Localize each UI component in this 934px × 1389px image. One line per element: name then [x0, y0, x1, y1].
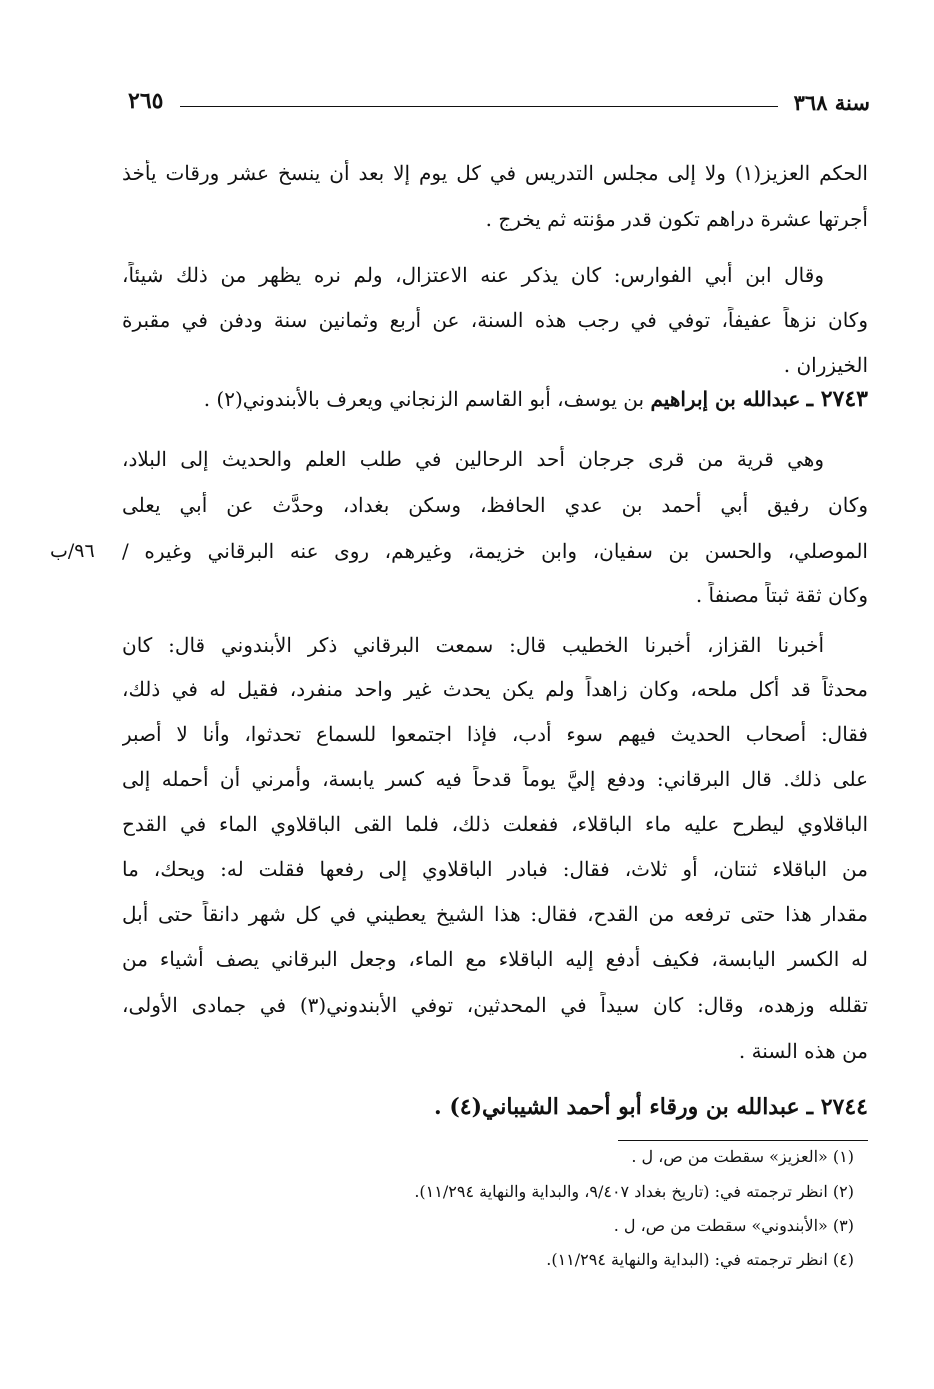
- footnote-1: (١) «العزيز» سقطت من ص، ل .: [631, 1147, 854, 1166]
- text-line: وكان ثقة ثبتاً مصنفاً .: [695, 583, 868, 607]
- text-line: وكان رفيق أبي أحمد بن عدي الحافظ، وسكن بغداد، وحدَّث عن أبي يعلى: [122, 493, 868, 517]
- text-line: الحكم العزيز(١) ولا إلى مجلس التدريس في كل يوم إلا بعد أن ينسخ عشر ورقات يأخذ: [122, 161, 868, 185]
- entry-2743-heading: [122, 386, 868, 412]
- text-line: على ذلك. قال البرقاني: ودفع إليَّ يوماً قدحاً فيه كسر يابسة، وأمرني أن أحمله إلى: [122, 767, 868, 791]
- footnote-2: (٢) انظر ترجمته في: (تاريخ بغداد ٩/٤٠٧، والبداية والنهاية ١١/٢٩٤).: [414, 1182, 854, 1201]
- footnote-rule: [618, 1140, 868, 1141]
- text-line: له الكسر اليابسة، فكيف أدفع إليه الباقلاء مع الماء، وجعل البرقاني يصف أشياء من: [122, 947, 868, 971]
- footnote-3: (٣) «الأبندوني» سقطت من ص، ل .: [613, 1216, 854, 1235]
- page-number: ٢٦٥: [128, 88, 164, 114]
- entry-2744-heading: [122, 1094, 868, 1121]
- text-line: الخيزران .: [783, 353, 868, 377]
- text-line: وهي قرية من قرى جرجان أحد الرحالين في طلب العلم والحديث إلى البلاد،: [122, 447, 824, 471]
- entry-name-rest: بن يوسف، أبو القاسم الزنجاني ويعرف بالأبندوني(٢) .: [203, 387, 645, 411]
- running-head-year: سنة ٣٦٨: [793, 90, 870, 115]
- text-line: أخبرنا القزاز، أخبرنا الخطيب قال: سمعت البرقاني ذكر الأبندوني قال: كان: [122, 633, 824, 657]
- page-header: [118, 84, 870, 124]
- text-line: من الباقلاء ثنتان، أو ثلاث، فقال: فبادر الباقلاوي إلى رفعها فقلت له: ويحك، ما: [122, 857, 868, 881]
- text-line: محدثاً قد أكل ملحه، وكان زاهداً ولم يكن يحدث غير واحد منفرد، فقيل له في ذلك،: [122, 677, 868, 701]
- text-line: الباقلاوي ليطرح عليه ماء الباقلاء، ففعلت ذلك، فلما القى الباقلاوي الماء في القدح: [122, 812, 868, 836]
- text-line: فقال: أصحاب الحديث فيهم سوء أدب، فإذا اجتمعوا للسماع تحدثوا، وأنا لا أصبر: [122, 722, 868, 746]
- footnote-4: (٤) انظر ترجمته في: (البداية والنهاية ١١/٢٩٤).: [546, 1250, 854, 1269]
- entry-number: ٢٧٤٤ ـ: [806, 1094, 868, 1120]
- text-line: وقال ابن أبي الفوارس: كان يذكر عنه الاعتزال، ولم نره يظهر من ذلك شيئاً،: [122, 263, 824, 287]
- entry-name: عبدالله بن إبراهيم: [650, 387, 801, 411]
- entry-number: ٢٧٤٣ ـ: [806, 386, 868, 412]
- text-line: وكان نزهاً عفيفاً، توفي في رجب هذه السنة، عن أربع وثمانين سنة ودفن في مقبرة: [122, 308, 868, 332]
- header-rule: [180, 106, 778, 107]
- entry-name: عبدالله بن ورقاء أبو أحمد الشيباني(٤) .: [434, 1094, 800, 1120]
- folio-margin-note: ٩٦/ب: [50, 540, 95, 562]
- text-line: الموصلي، والحسن بن سفيان، وابن خزيمة، وغيرهم، روى عنه البرقاني وغيره /: [122, 539, 868, 563]
- text-line: مقدار هذا حتى ترفعه من القدح، فقال: هذا الشيخ يعطيني في كل شهر دانقاً حتى أبل: [122, 902, 868, 926]
- text-line: تقلله وزهده، وقال: كان سيداً في المحدثين، توفي الأبندوني(٣) في جمادى الأولى،: [122, 993, 868, 1017]
- text-line: أجرتها عشرة دراهم تكون قدر مؤنته ثم يخرج .: [485, 207, 868, 231]
- text-line: من هذه السنة .: [738, 1039, 868, 1063]
